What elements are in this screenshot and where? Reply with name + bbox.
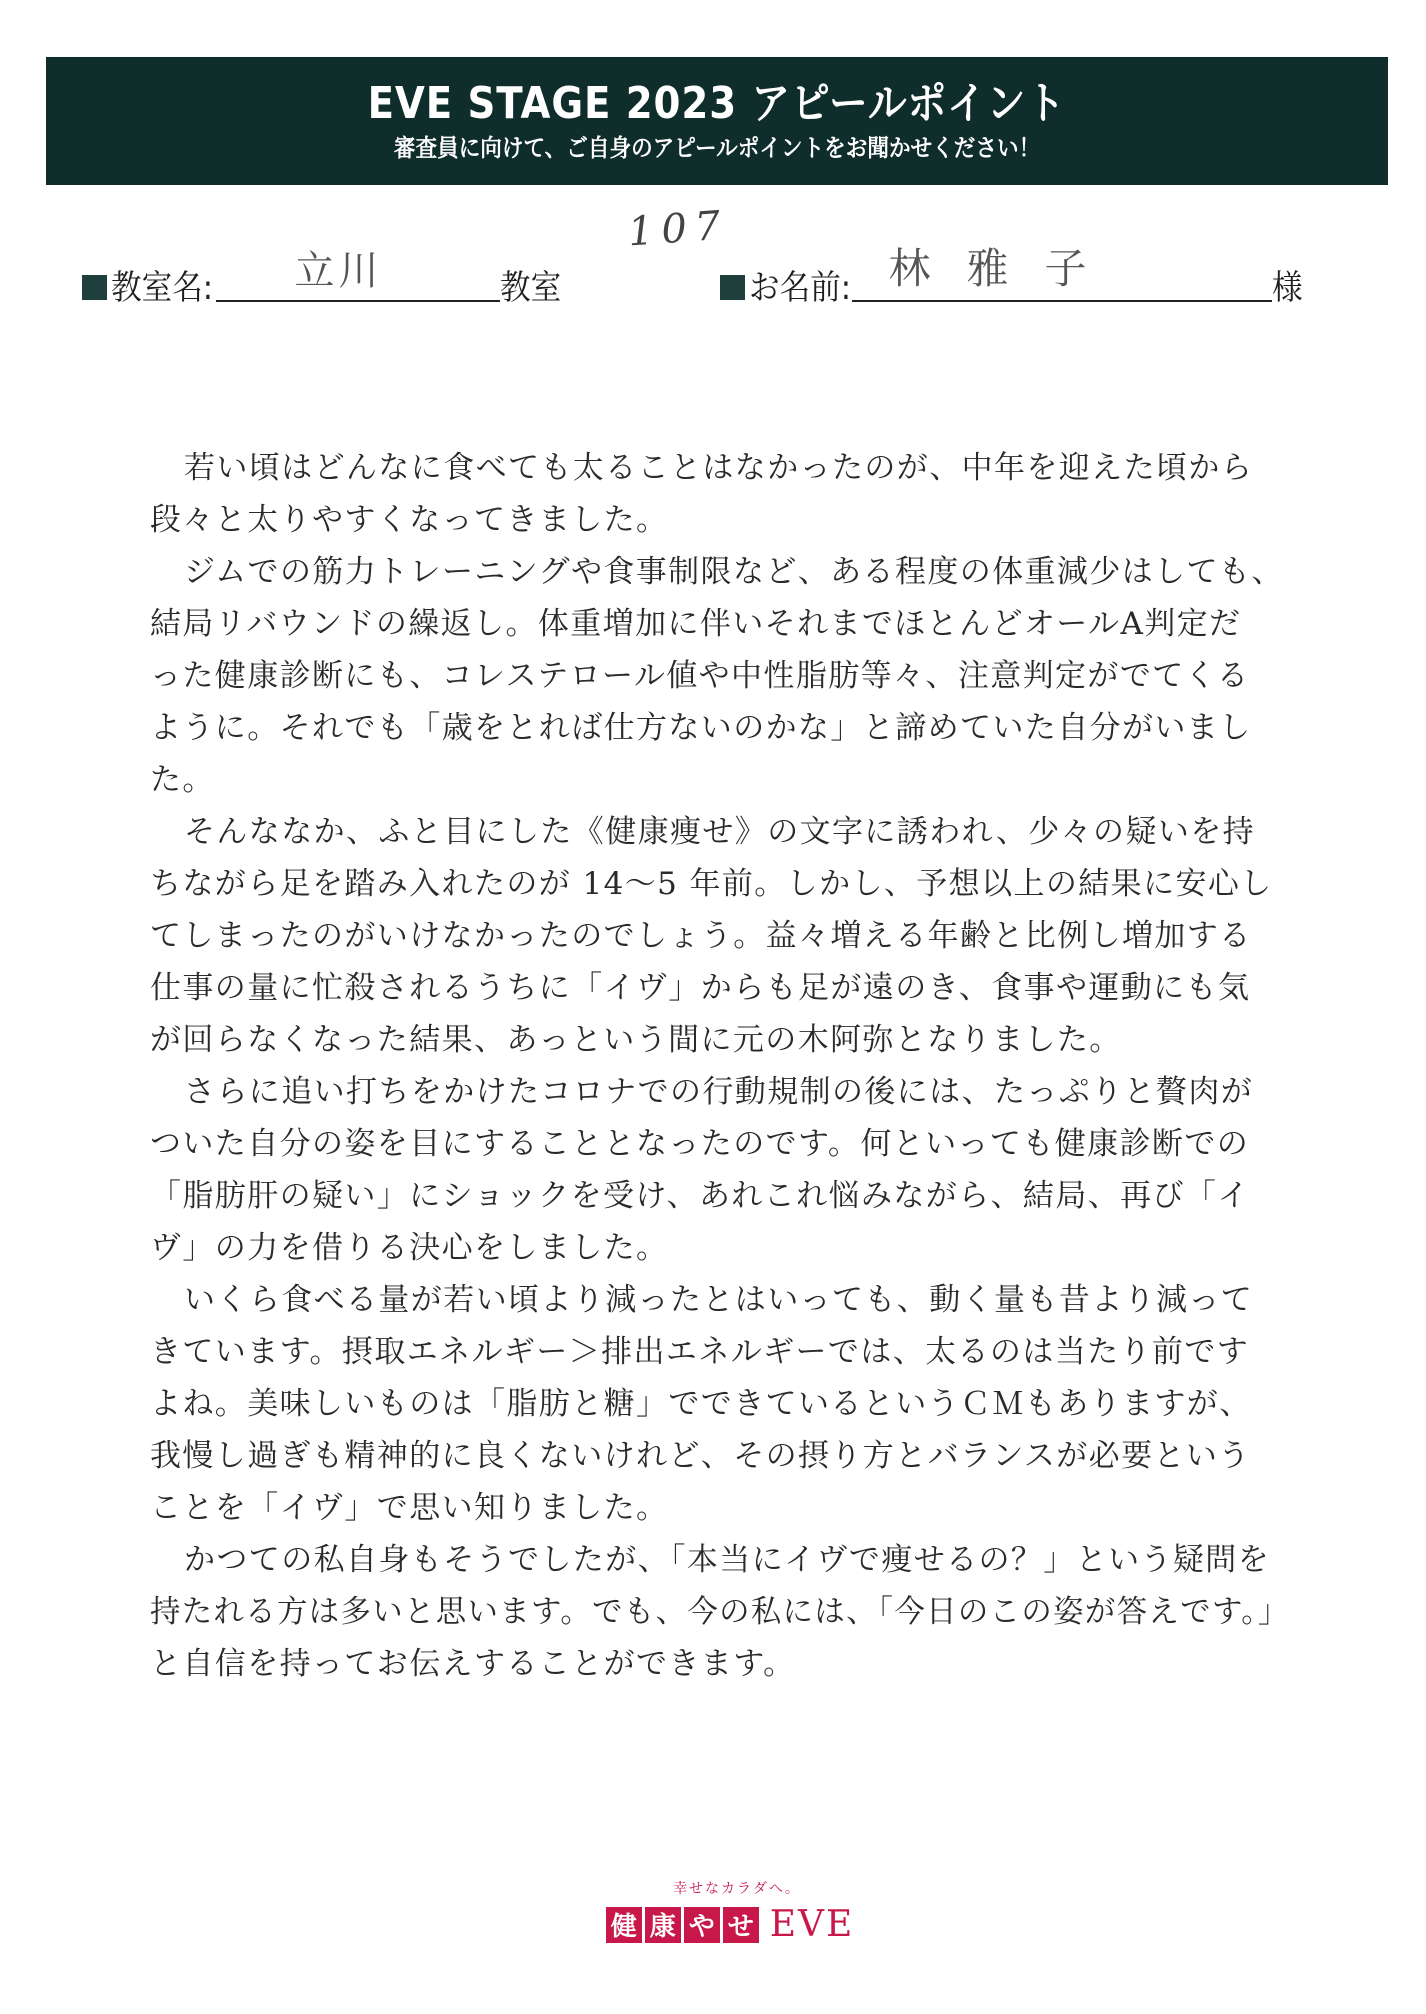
text-line: ちながら足を踏み入れたのが 14～5 年前。しかし、予想以上の結果に安心し [150,866,1273,902]
text-line: 段々と太りやすくなってきました。 [150,502,669,538]
name-input[interactable] [852,244,1272,302]
square-bullet-icon [720,275,745,300]
classroom-input[interactable] [216,250,500,302]
logo-char: 健 [606,1907,642,1943]
classroom-suffix: 教室 [500,268,562,308]
classroom-field [82,250,568,310]
text-line: 仕事の量に忙殺されるうちに「イヴ」からも足が遠のき、食事や運動にも気 [150,970,1251,1006]
name-field [720,244,1306,310]
text-line: ついた自分の姿を目にすることとなったのです。何といっても健康診断での [150,1126,1250,1162]
name-suffix: 様 [1272,268,1304,308]
text-line: が回らなくなった結果、あっという間に元の木阿弥となりました。 [150,1022,1122,1058]
logo-char: 康 [645,1907,681,1943]
text-line: よね。美味しいものは「脂肪と糖」でできているというＣＭもありますが、 [150,1386,1252,1422]
text-line: てしまったのがいけなかったのでしょう。益々増える年齢と比例し増加する [150,918,1252,954]
text-line: 我慢し過ぎも精神的に良くないけれど、その摂り方とバランスが必要という [150,1438,1251,1474]
text-line: さらに追い打ちをかけたコロナでの行動規制の後には、たっぷりと贅肉が [184,1074,1254,1110]
handwritten-annotation: 107 [626,202,730,256]
logo-brand: EVE [769,1904,855,1945]
text-line: た。 [150,762,215,798]
appeal-text [150,442,1290,1690]
text-line: 「脂肪肝の疑い」にショックを受け、あれこれ悩みながら、結局、再び「イ [150,1178,1250,1214]
text-line: ジムでの筋力トレーニングや食事制限など、ある程度の体重減少はしても、 [184,554,1284,590]
text-line: 若い頃はどんなに食べても太ることはなかったのが、中年を迎えた頃から [184,450,1254,486]
text-line: きています。摂取エネルギー＞排出エネルギーでは、太るのは当たり前です [150,1334,1250,1370]
logo-tagline: 幸せなカラダへ。 [673,1881,801,1897]
logo-mark [606,1904,855,1945]
text-line: いくら食べる量が若い頃より減ったとはいっても、動く量も昔より減って [184,1282,1254,1318]
classroom-label: 教室名: [111,268,214,308]
name-value: 林雅子 [888,244,1123,293]
header-banner [46,57,1388,185]
text-line: ように。それでも「歳をとれば仕方ないのかな」と諦めていた自分がいまし [150,710,1252,746]
text-line: 持たれる方は多いと思います。でも、今の私には、「今日のこの姿が答えです。」 [150,1594,1290,1630]
text-line: と自信を持ってお伝えすることができます。 [150,1646,796,1682]
logo-char: せ [723,1907,759,1943]
text-line: そんななか、ふと目にした《健康痩せ》の文字に誘われ、少々の疑いを持 [184,814,1256,850]
text-line: った健康診断にも、コレステロール値や中性脂肪等々、注意判定がでてくる [150,658,1250,694]
page-title: EVE STAGE 2023 アピールポイント [367,78,1067,129]
classroom-value: 立川 [294,248,383,294]
eve-logo [600,1878,860,1968]
text-line: ことを「イヴ」で思い知りました。 [150,1490,669,1526]
name-label: お名前: [749,268,852,308]
page-subtitle: 審査員に向けて、ご自身のアピールポイントをお聞かせください！ [393,134,1041,162]
text-line: 結局リバウンドの繰返し。体重増加に伴いそれまでほとんどオールA判定だ [150,606,1242,642]
square-bullet-icon [82,275,107,300]
logo-char: や [684,1907,720,1943]
text-line: ヴ」の力を借りる決心をしました。 [150,1230,669,1266]
text-line: かつての私自身もそうでしたが、「本当にイヴで痩せるの？」という疑問を [184,1542,1271,1578]
